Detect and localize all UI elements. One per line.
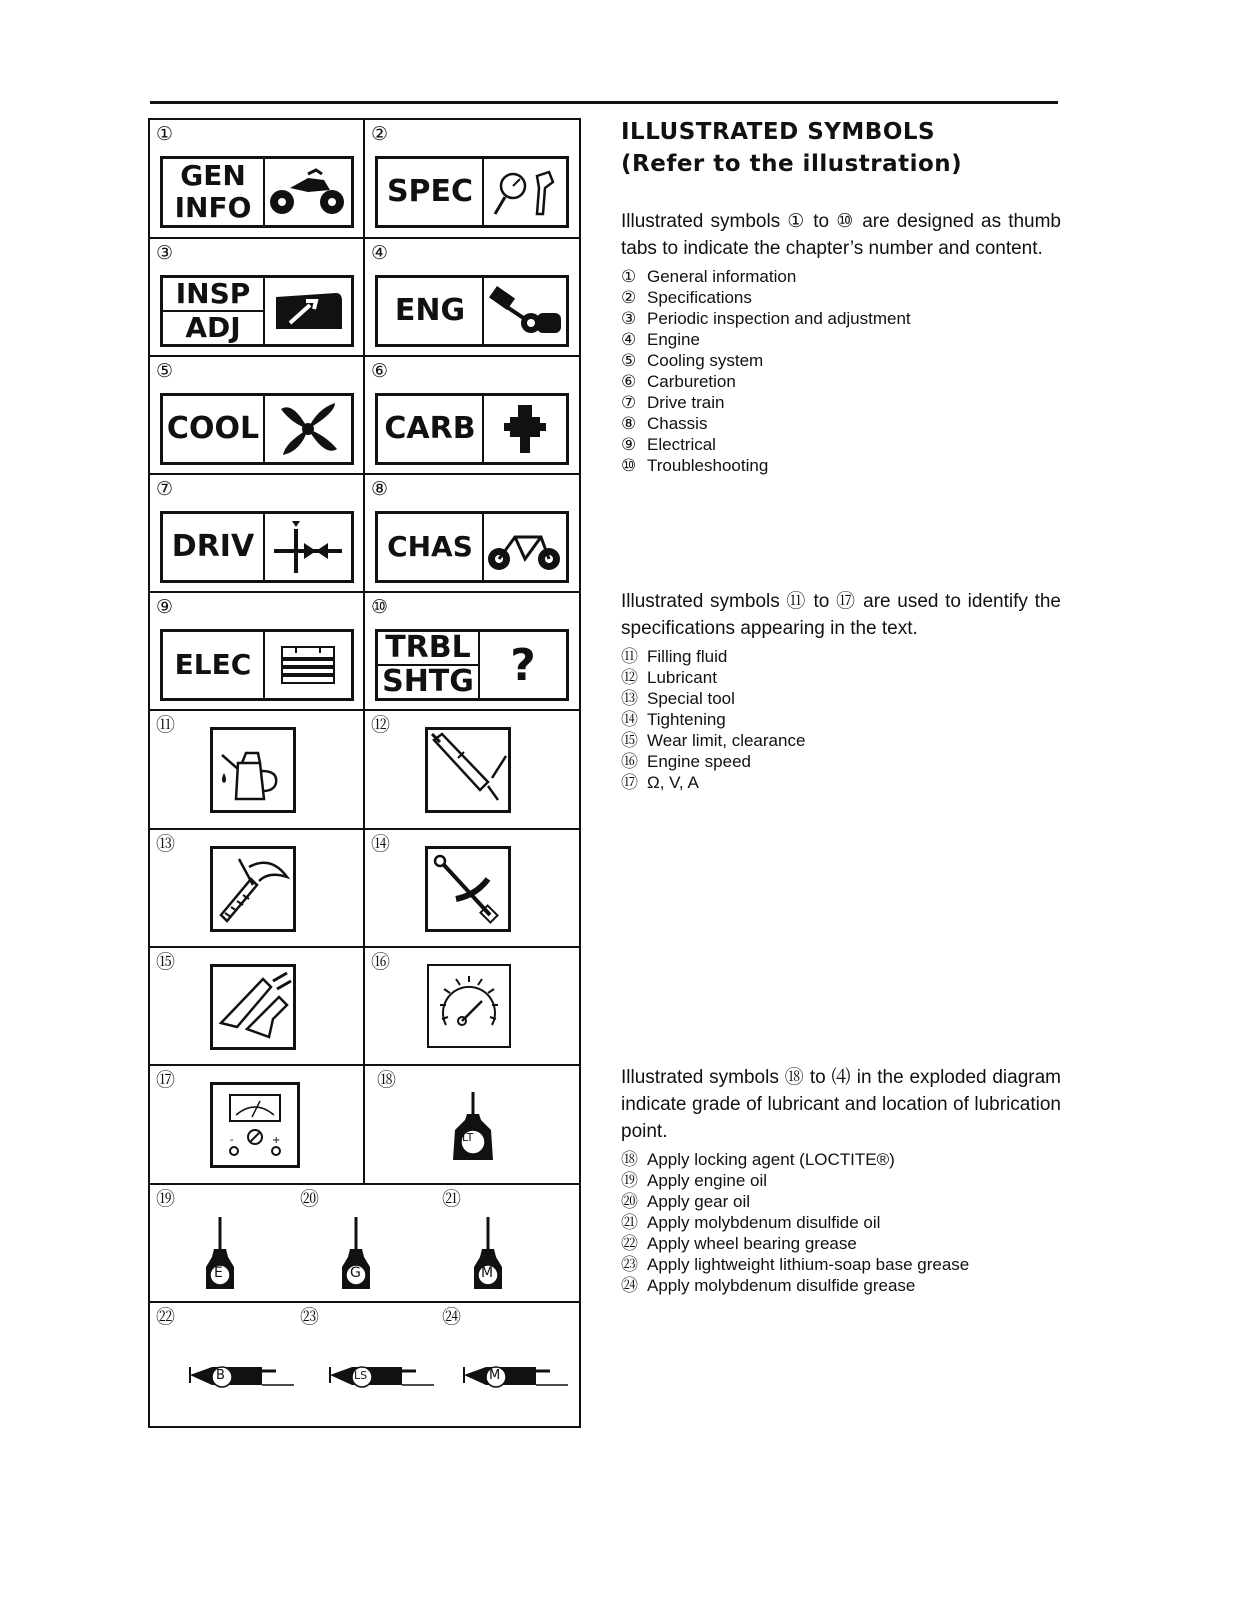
symbol-grid (148, 118, 581, 1428)
item-text: Filling fluid (647, 647, 728, 666)
chassis-frame-icon (484, 514, 566, 580)
symbol-cell-tightening (365, 830, 579, 948)
item-number: ⑯ (621, 752, 638, 771)
engine-piston-icon (484, 278, 566, 344)
list-item (621, 371, 1061, 392)
page-title: ILLUSTRATED SYMBOLS (621, 119, 936, 145)
item-number: ⑤ (621, 351, 637, 370)
tab-cell-spec (365, 120, 579, 239)
list-item (621, 329, 1061, 350)
bottle-label: G (350, 1265, 361, 1281)
symbol-cell-lubricant (365, 711, 579, 830)
item-number: ⑫ (621, 668, 638, 687)
list-item (621, 1212, 1061, 1233)
item-text: Specifications (647, 288, 752, 307)
item-text: Special tool (647, 689, 735, 708)
item-text: Engine (647, 330, 700, 349)
wheel-bearing-grease-icon (186, 1357, 296, 1391)
tab-cell-driv (150, 475, 365, 593)
symbol-number: ⑥ (371, 360, 389, 382)
section-specifications (621, 588, 1061, 793)
list-item (621, 1254, 1061, 1275)
tab-eng (375, 275, 569, 347)
symbol-number: ⑱ (377, 1069, 397, 1091)
list-item (621, 1233, 1061, 1254)
engine-oil-bottle-icon (200, 1215, 240, 1295)
item-number: ㉔ (621, 1276, 638, 1295)
tab-cell-cool (150, 357, 365, 475)
grease-gun-icon (425, 727, 511, 813)
tab-cool (160, 393, 354, 465)
item-text: Cooling system (647, 351, 764, 370)
grease-label: M (489, 1368, 501, 1383)
tab-cell-trbl (365, 593, 579, 711)
symbol-cell-engine-speed (365, 948, 579, 1066)
item-number: ③ (621, 309, 637, 328)
item-text: Tightening (647, 710, 726, 729)
symbol-number: ⑰ (156, 1069, 176, 1091)
gear-oil-bottle-icon (336, 1215, 376, 1295)
tab-trbl-shtg (375, 629, 569, 701)
symbol-number: ㉒ (156, 1306, 176, 1328)
item-number: ⑨ (621, 435, 637, 454)
list-item (621, 1170, 1061, 1191)
oil-can-icon (210, 727, 296, 813)
item-number: ⑧ (621, 414, 637, 433)
battery-icon (265, 632, 351, 698)
wrench-hand-icon (265, 278, 351, 344)
heading-block (621, 116, 1061, 180)
item-text: Apply locking agent (LOCTITE®) (647, 1150, 895, 1169)
item-number: ④ (621, 330, 637, 349)
list-item (621, 1275, 1061, 1296)
item-number: ⑲ (621, 1171, 638, 1190)
item-text: Chassis (647, 414, 708, 433)
symbol-number: ⑮ (156, 951, 176, 973)
bottle-label: M (481, 1265, 494, 1281)
grease-label: B (216, 1368, 225, 1383)
list-item (621, 434, 1061, 455)
item-number: ⑥ (621, 372, 637, 391)
symbol-number: ② (371, 123, 389, 145)
symbol-cell-special-tool (150, 830, 365, 948)
molybdenum-oil-bottle-icon (468, 1215, 508, 1295)
symbol-number: ⑩ (371, 596, 389, 618)
special-tool-icon (210, 846, 296, 932)
caliper-icon (210, 964, 296, 1050)
item-number: ⑪ (621, 647, 638, 666)
tab-label: SPEC (378, 159, 484, 225)
tab-label: CARB (378, 396, 484, 462)
bottle-label: E (214, 1265, 223, 1281)
list-item (621, 751, 1061, 772)
item-number: ㉓ (621, 1255, 638, 1274)
tab-insp-adj (160, 275, 354, 347)
item-number: ⑱ (621, 1150, 638, 1169)
list-item (621, 1149, 1061, 1170)
list-item (621, 392, 1061, 413)
item-text: Drive train (647, 393, 725, 412)
tab-label: COOL (163, 396, 265, 462)
list-item (621, 730, 1061, 751)
tab-cell-chas (365, 475, 579, 593)
tab-label: GEN (180, 159, 246, 192)
item-text: Apply gear oil (647, 1192, 751, 1211)
tab-driv (160, 511, 354, 583)
item-text: Apply wheel bearing grease (647, 1234, 857, 1253)
tab-label: TRBL (378, 632, 478, 666)
list-item (621, 287, 1061, 308)
top-rule (150, 101, 1058, 104)
symbol-number: ⑤ (156, 360, 174, 382)
list-item (621, 772, 1061, 793)
item-number: ⑬ (621, 689, 638, 708)
tab-label: ENG (378, 278, 484, 344)
symbol-number: ⑳ (300, 1188, 320, 1210)
carburetor-icon (484, 396, 566, 462)
drive-shaft-icon (265, 514, 351, 580)
tab-label: CHAS (378, 514, 484, 580)
symbol-number: ⑦ (156, 478, 174, 500)
item-number: ⑦ (621, 393, 637, 412)
symbol-list (621, 266, 1061, 476)
list-item (621, 350, 1061, 371)
symbol-number: ⑲ (156, 1188, 176, 1210)
svg-text:-: - (230, 1135, 234, 1146)
grease-label: LS (354, 1369, 368, 1382)
tab-cell-eng (365, 239, 579, 357)
section-intro: Illustrated symbols ⑪ to ⑰ are used to identify the specifications appearing in the text. (621, 591, 1061, 639)
item-number: ⑭ (621, 710, 638, 729)
loctite-bottle-icon (443, 1090, 503, 1170)
list-item (621, 1191, 1061, 1212)
symbol-cell-filling-fluid (150, 711, 365, 830)
tab-label: SHTG (382, 664, 474, 699)
symbol-number: ⑭ (371, 833, 391, 855)
item-text: Carburetion (647, 372, 736, 391)
dial-gauge-icon (484, 159, 566, 225)
symbol-cell-ohm-volt-amp (150, 1066, 365, 1185)
symbol-number: ③ (156, 242, 174, 264)
tab-label: INFO (174, 191, 252, 224)
symbol-number: ④ (371, 242, 389, 264)
item-text: Apply molybdenum disulfide oil (647, 1213, 881, 1232)
item-text: Apply lightweight lithium-soap base grease (647, 1255, 970, 1274)
tab-gen-info (160, 156, 354, 228)
symbol-number: ⑫ (371, 714, 391, 736)
item-text: Apply molybdenum disulfide grease (647, 1276, 916, 1295)
item-number: ② (621, 288, 637, 307)
item-text: Apply engine oil (647, 1171, 768, 1190)
symbol-cell-greases (150, 1303, 579, 1426)
item-text: Ω, V, A (647, 773, 699, 792)
symbol-number: ⑨ (156, 596, 174, 618)
symbol-number: ㉔ (442, 1306, 462, 1328)
question-mark-icon: ? (510, 639, 536, 691)
list-item (621, 413, 1061, 434)
symbol-number: ① (156, 123, 174, 145)
multimeter-icon (210, 1082, 300, 1168)
symbol-number: ⑪ (156, 714, 176, 736)
tab-cell-gen-info (150, 120, 365, 239)
tab-chas (375, 511, 569, 583)
tab-label: ELEC (163, 632, 265, 698)
symbol-list (621, 646, 1061, 793)
tab-spec (375, 156, 569, 228)
item-text: Troubleshooting (647, 456, 769, 475)
item-number: ⑳ (621, 1192, 638, 1211)
tachometer-icon (427, 964, 511, 1048)
symbol-number: ⑬ (156, 833, 176, 855)
list-item (621, 667, 1061, 688)
torque-wrench-icon (425, 846, 511, 932)
item-text: Periodic inspection and adjustment (647, 309, 911, 328)
fan-icon (265, 396, 351, 462)
symbol-number: ㉑ (442, 1188, 462, 1210)
section-chapter-tabs (621, 208, 1061, 476)
tab-label: DRIV (163, 514, 265, 580)
symbol-list (621, 1149, 1061, 1296)
tab-label: INSP (163, 278, 263, 312)
lithium-grease-icon (326, 1357, 436, 1391)
symbol-number: ㉓ (300, 1306, 320, 1328)
item-number: ㉒ (621, 1234, 638, 1253)
tab-cell-elec (150, 593, 365, 711)
list-item (621, 646, 1061, 667)
svg-text:+: + (272, 1135, 281, 1146)
section-lubrication (621, 1064, 1061, 1296)
molybdenum-grease-icon (460, 1357, 570, 1391)
item-number: ⑮ (621, 731, 638, 750)
atv-icon (265, 159, 351, 225)
tab-label: ADJ (185, 311, 241, 344)
item-number: ⑰ (621, 773, 638, 792)
tab-cell-insp-adj (150, 239, 365, 357)
list-item (621, 455, 1061, 476)
section-intro: Illustrated symbols ⑱ to ⑷ in the exploded diagram indicate grade of lubricant and location of lubrication point. (621, 1067, 1061, 1142)
item-text: General information (647, 267, 797, 286)
item-number: ① (621, 267, 637, 286)
symbol-number: ⑯ (371, 951, 391, 973)
list-item (621, 308, 1061, 329)
item-text: Electrical (647, 435, 716, 454)
list-item (621, 688, 1061, 709)
section-intro: Illustrated symbols ① to ⑩ are designed as thumb tabs to indicate the chapter’s number and content. (621, 211, 1061, 259)
item-number: ㉑ (621, 1213, 638, 1232)
tab-carb (375, 393, 569, 465)
list-item (621, 266, 1061, 287)
bottle-label: LT (462, 1131, 474, 1144)
symbol-cell-locking-agent (365, 1066, 579, 1185)
tab-cell-carb (365, 357, 579, 475)
item-text: Wear limit, clearance (647, 731, 806, 750)
list-item (621, 709, 1061, 730)
symbol-cell-wear-limit (150, 948, 365, 1066)
symbol-number: ⑧ (371, 478, 389, 500)
page-subtitle: (Refer to the illustration) (621, 151, 963, 177)
symbol-cell-oils (150, 1185, 579, 1303)
item-text: Lubricant (647, 668, 717, 687)
item-text: Engine speed (647, 752, 751, 771)
tab-elec (160, 629, 354, 701)
item-number: ⑩ (621, 456, 637, 475)
